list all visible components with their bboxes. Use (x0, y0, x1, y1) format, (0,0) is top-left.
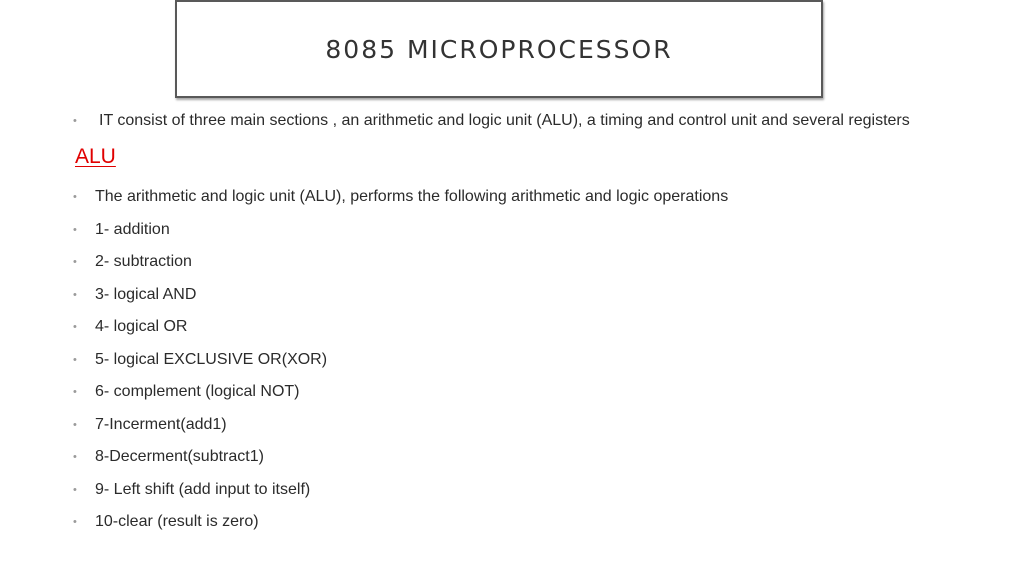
bullet-icon: • (73, 483, 77, 496)
bullet-icon: • (73, 191, 77, 204)
list-item (73, 409, 728, 442)
list-item (73, 344, 728, 377)
bullet-icon: • (73, 451, 77, 464)
list-item-text: 6- complement (logical NOT) (95, 383, 300, 401)
list-item-text: 10-clear (result is zero) (95, 513, 259, 531)
list-item (73, 441, 728, 474)
bullet-icon: • (73, 256, 77, 269)
list-item-text: 7-Incerment(add1) (95, 415, 227, 433)
list-item-text: The arithmetic and logic unit (ALU), performs the following arithmetic and logic operations (95, 188, 729, 206)
list-item (73, 181, 728, 214)
bullet-icon: • (73, 418, 77, 431)
list-item-text: 3- logical AND (95, 285, 197, 303)
operations-list (73, 181, 728, 539)
bullet-icon: • (73, 321, 77, 334)
slide-title: 8085 MICROPROCESSOR (325, 34, 673, 64)
bullet-icon: • (73, 115, 77, 127)
list-item-text: 2- subtraction (95, 253, 192, 271)
bullet-icon: • (73, 223, 77, 236)
list-item (73, 214, 728, 247)
list-item (73, 506, 728, 539)
list-item (73, 376, 728, 409)
list-item-text: 4- logical OR (95, 318, 188, 336)
list-item-text: 8-Decerment(subtract1) (95, 448, 264, 466)
intro-paragraph (73, 112, 910, 130)
list-item (73, 311, 728, 344)
list-item-text: 1- addition (95, 220, 170, 238)
list-item (73, 474, 728, 507)
bullet-icon: • (73, 386, 77, 399)
intro-text: IT consist of three main sections , an arithmetic and logic unit (ALU), a timing and control unit and several registers (99, 112, 910, 129)
list-item-text: 9- Left shift (add input to itself) (95, 480, 311, 498)
list-item (73, 279, 728, 312)
bullet-icon: • (73, 288, 77, 301)
bullet-icon: • (73, 516, 77, 529)
title-box (175, 0, 823, 98)
section-heading-alu: ALU (75, 145, 116, 168)
bullet-icon: • (73, 353, 77, 366)
list-item (73, 246, 728, 279)
list-item-text: 5- logical EXCLUSIVE OR(XOR) (95, 350, 328, 368)
